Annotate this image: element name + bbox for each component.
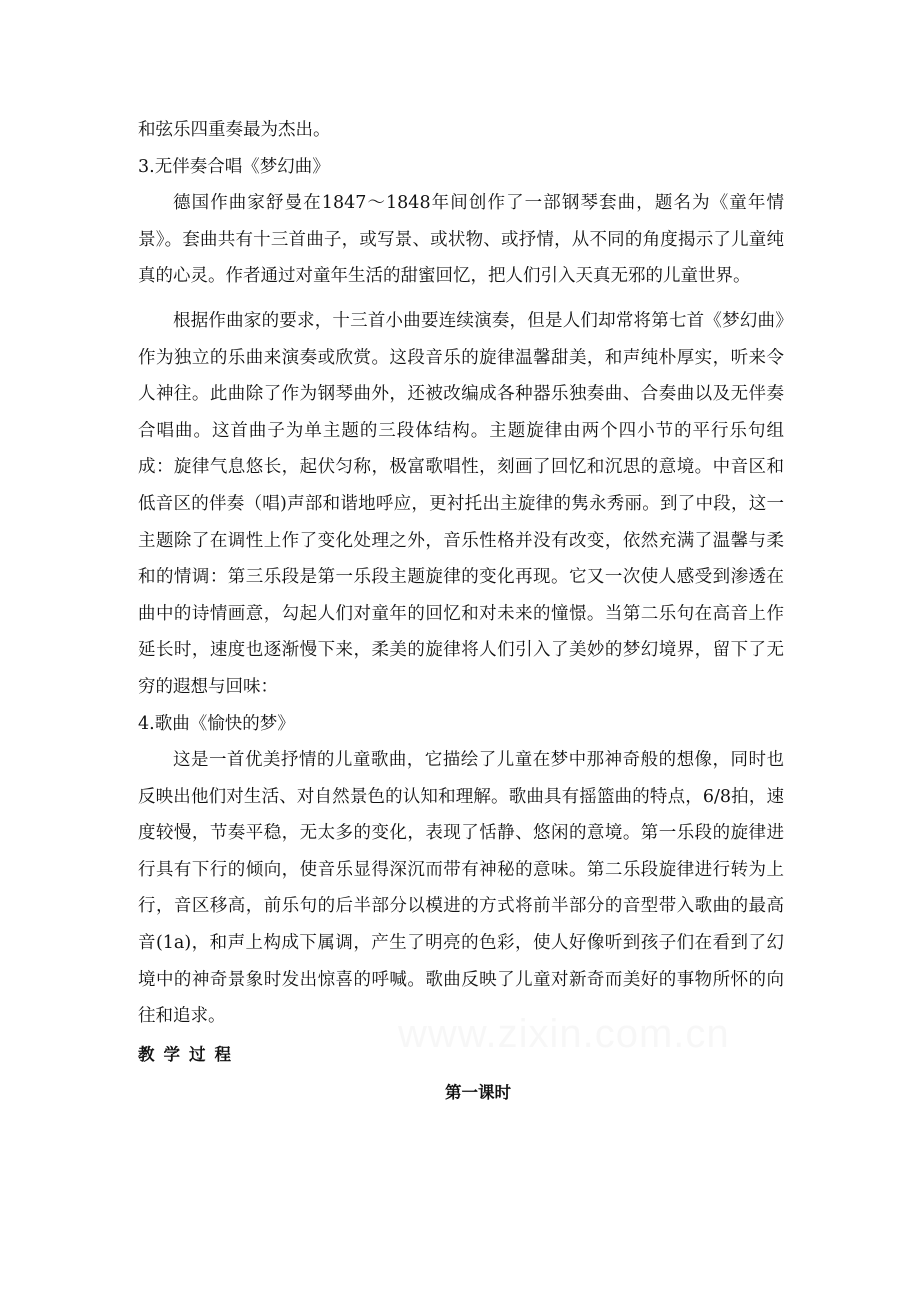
section-heading-teaching-process: 教学过程 bbox=[138, 1044, 240, 1064]
watermark: www.zixin.com.cn bbox=[398, 1012, 730, 1056]
subheading-happy-dream: 4.歌曲《愉快的梦》 bbox=[138, 713, 295, 734]
paragraph-happy-dream-analysis: 这是一首优美抒情的儿童歌曲，它描绘了儿童在梦中那神奇般的想像，同时也反映出他们对生活、对自然景色的认知和理解。歌曲具有摇篮曲的特点，6/8拍，速度较慢，节奏平稳，无太多的变化，表现了恬静、悠闲的意境。第一乐段的旋律进行具有下行的倾向，使音乐显得深沉而带有神秘的意味。第二乐段旋律进行转为上行，音区移高，前乐句的后半部分以模进的方式将前半部分的音型带入歌曲的最高音(1a)，和声上构成下属调，产生了明亮的色彩，使人好像听到孩子们在看到了幻境中的神奇景象时发出惊喜的呼喊。歌曲反映了儿童对新奇而美好的事物所怀的向往和追求。 bbox=[138, 750, 784, 1027]
paragraph-traumerei-analysis: 根据作曲家的要求，十三首小曲要连续演奏，但是人们却常将第七首《梦幻曲》作为独立的乐曲来演奏或欣赏。这段音乐的旋律温馨甜美，和声纯朴厚实，听来令人神往。此曲除了作为钢琴曲外，还被改编成各种器乐独奏曲、合奏曲以及无伴奏合唱曲。这首曲子为单主题的三段体结构。主题旋律由两个四小节的平行乐句组成：旋律气息悠长，起伏匀称，极富歌唱性，刻画了回忆和沉思的意境。中音区和低音区的伴奏（唱)声部和谐地呼应，更衬托出主旋律的隽永秀丽。到了中段，这一主题除了在调性上作了变化处理之外，音乐性格并没有改变，依然充满了温馨与柔和的情调：第三乐段是第一乐段主题旋律的变化再现。它又一次使人感受到渗透在曲中的诗情画意，勾起人们对童年的回忆和对未来的憧憬。当第二乐句在高音上作延长时，速度也逐渐慢下来，柔美的旋律将人们引入了美妙的梦幻境界，留下了无穷的遐想与回味： bbox=[138, 310, 784, 697]
document-body bbox=[138, 112, 784, 1112]
paragraph-schumann-intro: 德国作曲家舒曼在1847～1848年间创作了一部钢琴套曲，题名为《童年情景》。套曲共有十三首曲子，或写景、或状物、或抒情，从不同的角度揭示了儿童纯真的心灵。作者通过对童年生活的甜蜜回忆，把人们引入天真无邪的儿童世界。 bbox=[138, 193, 784, 287]
subheading-dream-song: 3.无伴奏合唱《梦幻曲》 bbox=[138, 156, 330, 177]
lesson-title: 第一课时 bbox=[445, 1083, 511, 1103]
paragraph-continuation: 和弦乐四重奏最为杰出。 bbox=[138, 120, 331, 140]
